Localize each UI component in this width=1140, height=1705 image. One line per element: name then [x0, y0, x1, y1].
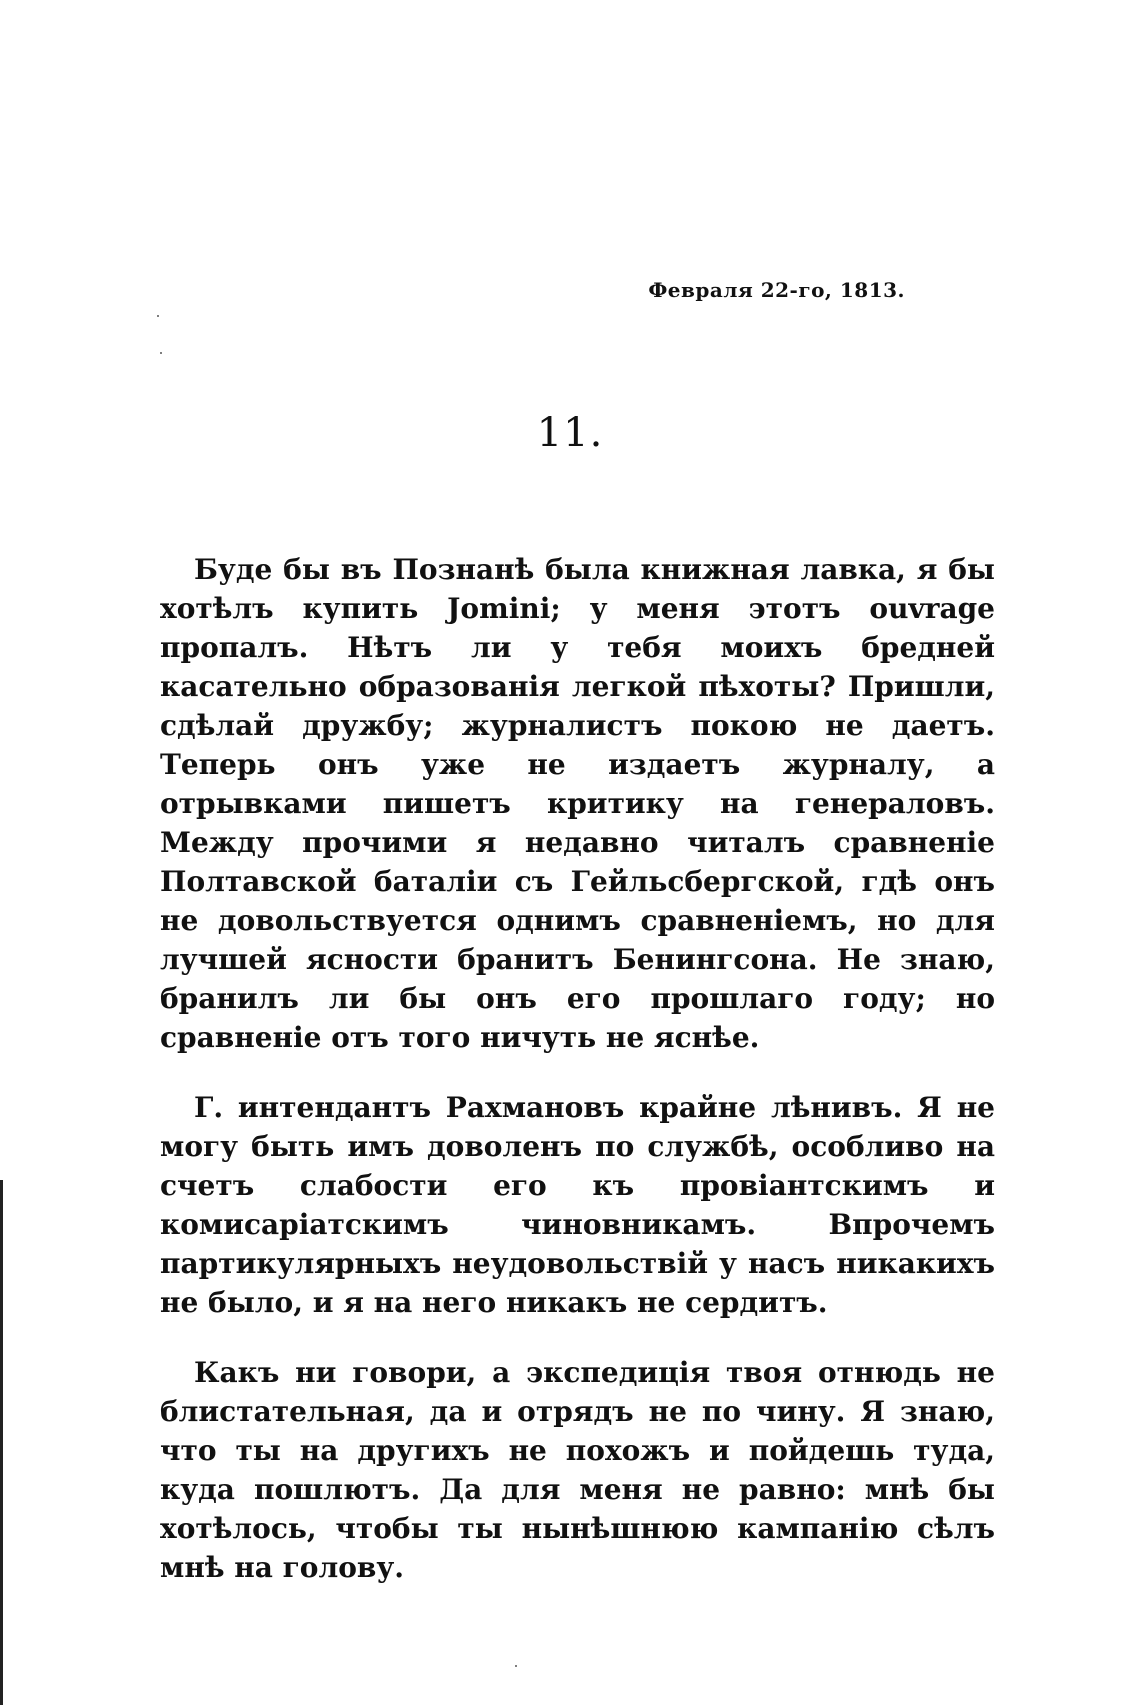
paragraph-2: Г. интендантъ Рахмановъ крайне лѣнивъ. Я не могу быть имъ доволенъ по службѣ, особливо на счетъ слабости его къ провіантскимъ и комисаріатскимъ чиновникамъ. Впрочемъ партикулярныхъ неудовольствій у насъ никакихъ не было, и я на него никакъ не сердитъ.: [160, 1091, 995, 1319]
scan-speck: [515, 1665, 517, 1667]
paragraph-1: Буде бы въ Познанѣ была книжная лавка, я бы хотѣлъ купить Jomini; у меня этотъ ouvrage пропалъ. Нѣтъ ли у тебя моихъ бредней касательно образованія легкой пѣхоты? Пришли, сдѣлай дружбу; журналистъ покою не даетъ. Теперь онъ уже не издаетъ журналу, а отрывками пишетъ критику на генераловъ. Между прочими я недавно читалъ сравненіе Полтавской баталіи съ Гейльсбергской, гдѣ онъ не довольствуется однимъ сравненіемъ, но для лучшей ясности бранитъ Бенингсона. Не знаю, бранилъ ли бы онъ его прошлаго году; но сравненіе отъ того ничуть не яснѣе.: [160, 553, 995, 1054]
letter-body: [160, 550, 995, 1618]
page-edge-shadow: [0, 1180, 3, 1705]
scan-speck: [157, 315, 159, 317]
letter-date: Февраля 22-го, 1813.: [648, 278, 905, 302]
letter-number: 11.: [536, 410, 604, 456]
paragraph-3: Какъ ни говори, а экспедиція твоя отнюдь не блистательная, да и отрядъ не по чину. Я знаю, что ты на другихъ не похожъ и пойдешь туда, куда пошлютъ. Да для меня не равно: мнѣ бы хотѣлось, чтобы ты нынѣшнюю кампанію сѣлъ мнѣ на голову.: [160, 1356, 995, 1584]
scan-speck: [160, 352, 162, 354]
